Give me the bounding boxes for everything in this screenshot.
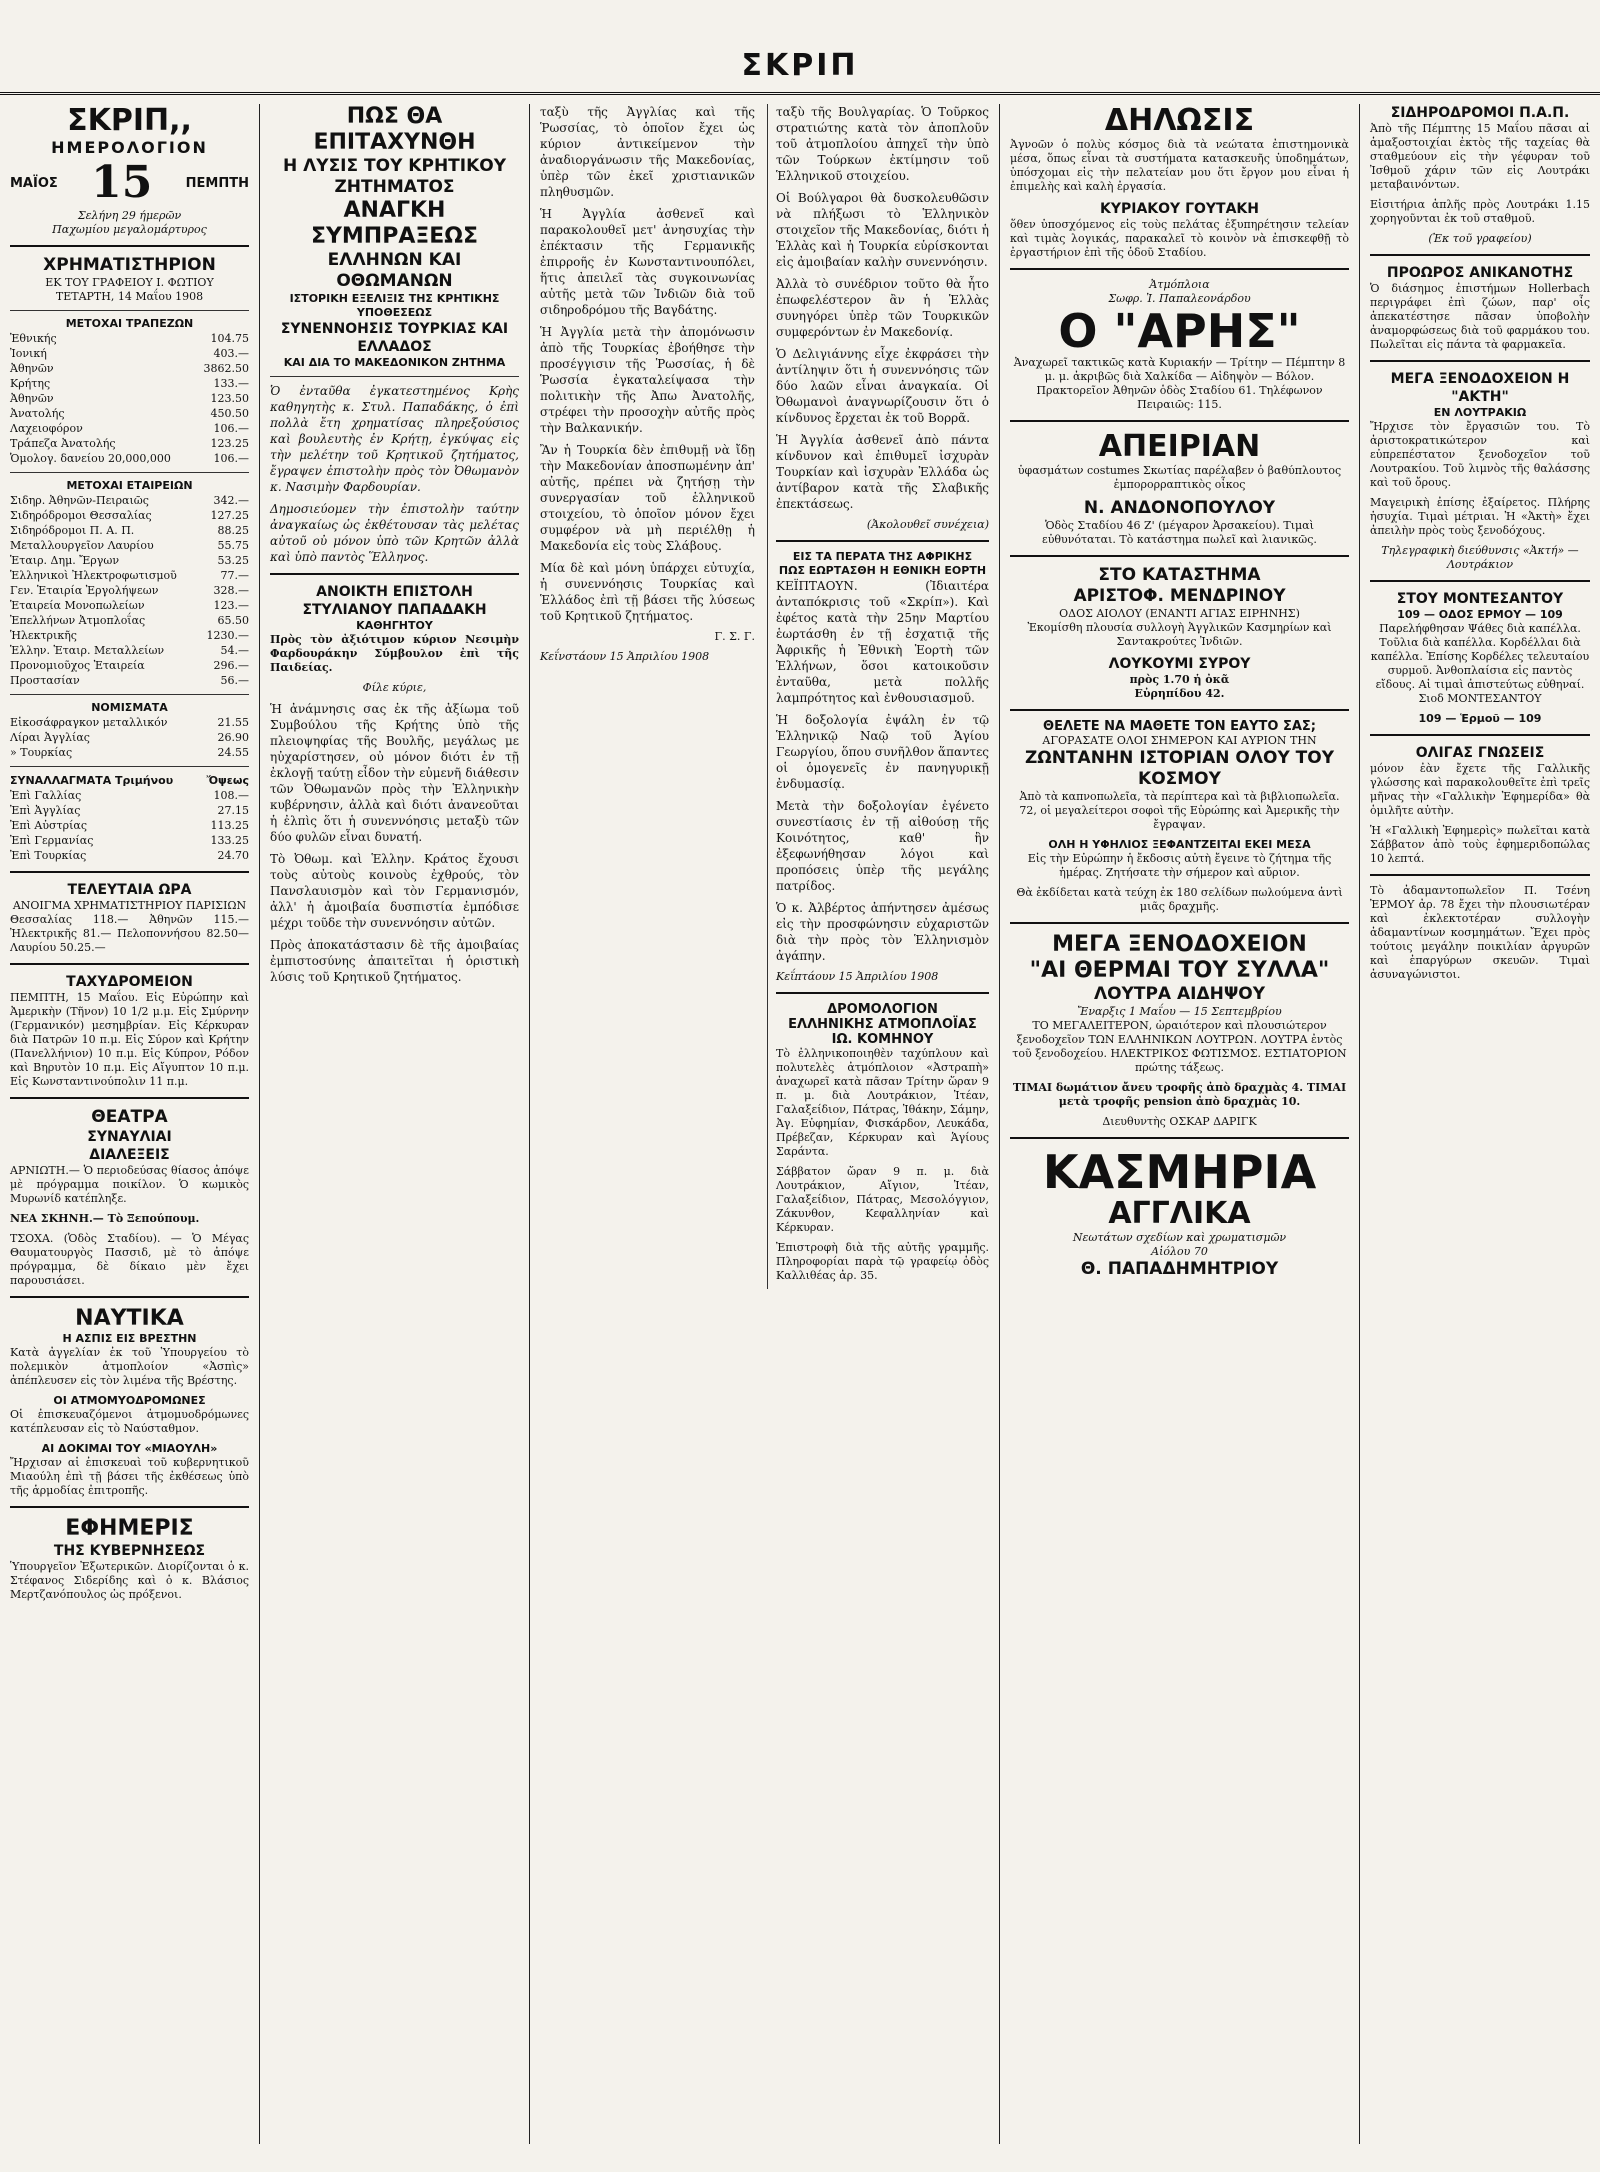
fx-heading-label2: Ὄψεως (206, 774, 249, 787)
middle-right-paragraph-1: ταξὺ τῆς Βουλγαρίας. Ὁ Τοῦρκος στρατιώτης κατὰ τὸν ἀποπλοῦν τοῦ ἀτμοπλοίου ἀπηχεῖ τὴν ὑπὸ τῶν Τούρκων ἐκτίμησιν τοῦ Ἑλληνικοῦ στοιχείου. (775, 105, 989, 183)
gazette-subtitle: ΤΗΣ ΚΥΒΕΡΝΗΣΕΩΣ (53, 1543, 206, 1559)
quote-row (10, 833, 249, 848)
quote-value: 65.50 (217, 614, 249, 627)
middle-right-paragraph-4: Ὁ Δελιγιάννης εἶχε ἐκφράσει τὴν ἀντίληψιν ὅτι ἡ συνεννόησις τῶν δύο λαῶν εἶναι ἀναγκαία. Οἱ Ὀθωμανοὶ ἀναγνωρίζουσιν ὅτι ὁ κίνδυνος ἔρχεται ἐκ τοῦ Βορρᾶ. (775, 347, 989, 425)
divider (1010, 268, 1349, 270)
naval-subtitle-3: ΑΙ ΔΟΚΙΜΑΙ ΤΟΥ «ΜΙΑΟΥΛΗ» (41, 1442, 218, 1455)
fx-heading (10, 773, 249, 788)
middle-right-paragraph-5: Ἡ Ἀγγλία ἀσθενεῖ ἀπὸ πάντα κίνδυνον καὶ ἐπιθυμεῖ ἰσχυρὰν Τουρκίαν καὶ ἰσχυρὰν Ἑλλάδα ὡς ἀντίβαρον κατὰ τῆς Σλαβικῆς ἐπεκτάσεως. (775, 433, 989, 511)
quote-name: Ἡλεκτρικῆς (10, 629, 77, 642)
lead-headline-4: ΕΛΛΗΝΩΝ ΚΑΙ ΟΘΩΜΑΝΩΝ (327, 250, 462, 291)
naval-text-2: Οἱ ἐπισκευαζόμενοι ἀτμομυοδρόμωνες κατέπλευσαν εἰς τὸ Ναύσταθμον. (10, 1408, 249, 1435)
store-item: ΛΟΥΚΟΥΜΙ ΣΥΡΟΥ (1108, 656, 1251, 672)
lectures-title: ΔΙΑΛΕΞΕΙΣ (89, 1147, 170, 1163)
quote-value: 123.25 (210, 437, 249, 450)
apeirian-text: ὑφασμάτων costumes Σκωτίας παρέλαβεν ὁ βαθύπλουτος ἐμπορορραπτικὸς οἶκος (1017, 464, 1342, 491)
quote-row (10, 788, 249, 803)
gazette-text: Ὑπουργεῖον Ἐξωτερικῶν. Διορίζονται ὁ κ. Στέφανος Σιδερίδης καὶ ὁ κ. Βλάσιος Μερτζανόπουλος ὡς πρόξενοι. (10, 1560, 249, 1601)
calendar-month: ΜΑΪΟΣ (10, 175, 58, 191)
prod-heading: ΠΡΟΩΡΟΣ ΑΝΙΚΑΝΟΤΗΣ (1386, 265, 1574, 281)
self-heading: ΘΕΛΕΤΕ ΝΑ ΜΑΘΕΤΕ ΤΟΝ ΕΑΥΤΟ ΣΑΣ; (1043, 719, 1316, 734)
quote-name: Ἀθηνῶν (10, 362, 54, 375)
quote-value: 133.25 (210, 834, 249, 847)
quote-row (10, 421, 249, 436)
quote-row (10, 376, 249, 391)
calendar-saint: Παχωμίου μεγαλομάρτυρος (52, 223, 207, 236)
rail-heading: ΣΙΔΗΡΟΔΡΟΜΟΙ Π.Α.Π. (1390, 105, 1570, 121)
history-text-2: Εἰς τὴν Εὐρώπην ἡ ἔκδοσις αὐτὴ ἔγεινε τὸ ζήτημα τῆς ἡμέρας. Ζητήσατε τὴν σήμερον καὶ αὔριον. (1027, 852, 1332, 879)
divider (1010, 709, 1349, 711)
quote-value: 24.70 (217, 849, 249, 862)
quote-name: Ἐπελλήνων Ἀτμοπλοΐας (10, 614, 146, 627)
quote-row (10, 361, 249, 376)
aris-owner: Σωφρ. Ἰ. Παπαλεονάρδου (1108, 292, 1251, 305)
quote-row (10, 508, 249, 523)
africa-paragraph-4: Ὁ κ. Ἀλβέρτος ἀπήντησεν ἀμέσως εἰς τὴν προσφώνησιν εὐχαριστῶν διὰ τὴν πρὸς τὸν Ἑλληνισμὸν ἀγάπην. (775, 901, 989, 963)
quote-name: Ἑταιρ. Δημ. Ἔργων (10, 554, 120, 567)
divider (10, 766, 249, 767)
kasmiria-text: Νεωτάτων σχεδίων καὶ χρωματισμῶν (1072, 1231, 1287, 1244)
kasmiria-address: Αἰόλου 70 (1151, 1245, 1208, 1258)
middle-paragraph-5: Μία δὲ καὶ μόνη ὑπάρχει εὐτυχία, ἡ συνεννόησις Τουρκίας καὶ Ἑλλάδος ἐπὶ τῇ βάσει τῆς λύσεως τοῦ Κρητικοῦ ζητήματος. (540, 561, 755, 623)
divider (10, 1506, 249, 1508)
lead-paragraph-2: Δημοσιεύομεν τὴν ἐπιστολὴν ταύτην ἀναγκαίως ὡς ἐκθέτουσαν τὰς μελέτας αὐτοῦ οὐ μόνον ὑπὸ τῶν Κρητῶν ἀλλὰ καὶ ὑπὸ παντὸς Ἕλληνος. (270, 502, 519, 564)
divider (270, 573, 519, 575)
shipping-paragraph-1: Τὸ ἐλληνικοποιηθὲν ταχύπλουν καὶ πολυτελὲς ἀτμόπλοιον «Ἀστραπὴ» ἀναχωρεῖ κατὰ πᾶσαν Τρίτην ὥραν 9 π. μ. διὰ Λουτράκιον, Ἰτέαν, Γαλαξείδιον, Πάτρας, Ἰθάκην, Σάμην, Ἀγ. Εὐφημίαν, Φισκάρδον, Λευκάδα, Πρέβεζαν, Κέρκυραν καὶ Ἁγίους Σαράντα. (775, 1047, 989, 1158)
divider (10, 1097, 249, 1099)
concerts-title: ΣΥΝΑΥΛΙΑΙ (87, 1129, 172, 1145)
calendar-date (10, 157, 249, 208)
theatre-text: ΑΡΝΙΩΤΗ.— Ὁ περιοδεύσας θίασος ἀπόψε μὲ πρόγραμμα ποικίλον. Ὁ κωμικὸς Μυρωνίδ κατέπληξε. (10, 1164, 249, 1205)
divider (270, 376, 519, 377)
coins-list (10, 715, 249, 760)
lead-headline-5: ΙΣΤΟΡΙΚΗ ΕΞΕΛΙΞΙΣ ΤΗΣ ΚΡΗΤΙΚΗΣ ΥΠΟΘΕΣΕΩΣ (289, 292, 500, 319)
new-scene-text: ΝΕΑ ΣΚΗΝΗ.— Τὸ Ξεπούπουμ. (10, 1212, 200, 1225)
history-text: Ἀπὸ τὰ καπνοπωλεῖα, τὰ περίπτερα καὶ τὰ βιβλιοπωλεῖα. 72, οἱ μεγαλείτεροι σοφοὶ τῆς Εὐρώπης καὶ Ἀμερικῆς τὴν ἔγραψαν. (1019, 790, 1340, 831)
last-hour-title: ΤΕΛΕΥΤΑΙΑ ΩΡΑ (67, 882, 192, 898)
lead-headline-3: ΑΝΑΓΚΗ ΣΥΜΠΡΑΞΕΩΣ (310, 198, 479, 249)
naval-text-3: Ἤρχισαν αἱ ἐπισκευαὶ τοῦ κυβερνητικοῦ Μιαούλη ἐπὶ τῇ βάσει τῆς ἐκθέσεως ὑπὸ τῆς ἁρμοδίας ἐπιτροπῆς. (10, 1456, 249, 1497)
syllas-prices: ΤΙΜΑΙ δωμάτιον ἄνευ τροφῆς ἀπὸ δραχμὰς 4. ΤΙΜΑΙ μετὰ τροφῆς pension ἀπὸ δραχμὰς 10. (1012, 1081, 1347, 1108)
divider (10, 472, 249, 473)
dilosis-text: Ἀγνοῶν ὁ πολὺς κόσμος διὰ τὰ νεώτατα ἐπιστημονικὰ μέσα, ὅπως εἶναι τὰ συστήματα κατασκευῆς ὑποδημάτων, ὑπόσχομαι εἰς τὴν πελατείαν μου ὅτι ἔργον μου εἶναι ἡ ἐπιμελὴς καὶ καλὴ ἐργασία. (1010, 138, 1349, 193)
shipping-paragraph-2: Σάββατον ὥραν 9 π. μ. διὰ Λουτράκιον, Αἴγιον, Ἰτέαν, Γαλαξείδιον, Πάτρας, Μεσολόγγιον, Ζάκυνθον, Κεφαλληνίαν καὶ Κέρκυραν. (775, 1165, 989, 1234)
calendar-weekday: ΠΕΜΠΤΗ (185, 175, 249, 191)
store-address: ΟΔΟΣ ΑΙΟΛΟΥ (ΕΝΑΝΤΙ ΑΓΙΑΣ ΕΙΡΗΝΗΣ) (1059, 607, 1300, 620)
quote-value: 403.— (213, 347, 249, 360)
aris-pretitle: Ἀτμόπλοια (1149, 278, 1210, 291)
tsoxa-text: ΤΣΟΧΑ. (Ὁδὸς Σταδίου). — Ὁ Μέγας Θαυματουργὸς Πασσιδ, μὲ τὸ ἀπόψε πρόγραμμα, δὲ δίκαιο μὲν ἔχει παρουσιάσει. (10, 1232, 249, 1287)
last-hour-text: Θεσσαλίας 118.— Ἀθηνῶν 115.— Ἠλεκτρικῆς 81.— Πελοποννήσου 82.50— Λαυρίου 50.25.— (10, 913, 249, 954)
quote-row (10, 436, 249, 451)
syllas-season: Ἔναρξις 1 Μαΐου — 15 Σεπτεμβρίου (1077, 1005, 1282, 1018)
quote-row (10, 643, 249, 658)
quote-value: 113.25 (210, 819, 249, 832)
quote-value: 54.— (220, 644, 249, 657)
divider (1370, 254, 1590, 256)
mont-address-2: 109 — Ἑρμοῦ — 109 (1418, 712, 1542, 725)
middle-paragraph-3: Ἡ Ἀγγλία μετὰ τὴν ἀπομόνωσιν ἀπὸ τῆς Τουρκίας ἐβοήθησε τὴν προσέγγισιν τῆς Ῥωσσίας, ἡ δὲ Ῥωσσία ἐγκαταλείψασα τὴν πολιτικὴν τῆς Ἀπω Ἀνατολῆς, στρέφει τὴν προσοχὴν αὐτῆς πρὸς τὴν Βαλκανικήν. (540, 325, 755, 435)
shipping-heading: ΔΡΟΜΟΛΟΓΙΟΝ (827, 1002, 938, 1017)
masthead (0, 40, 1600, 95)
middle-signature: Γ. Σ. Γ. (714, 630, 755, 643)
middle-split (540, 104, 989, 1289)
prod-text: Ὁ διάσημος ἐπιστήμων Hollerbach περιγράφει ἐπὶ ζώων, παρ' οἷς ἀπεκατέστησε πᾶσαν ὑποβολὴν ἀναμορφώσεως διὰ τοῦ φαρμάκου του. Πωλεῖται εἰς πάντα τὰ φαρμακεῖα. (1370, 282, 1590, 351)
syllas-name: "ΑΙ ΘΕΡΜΑΙ ΤΟΥ ΣΥΛΛΑ" (1029, 958, 1330, 983)
akti-heading: ΜΕΓΑ ΞΕΝΟΔΟΧΕΙΟΝ Η "ΑΚΤΗ" (1390, 371, 1570, 405)
quote-name: Ἰονική (10, 347, 47, 360)
quote-value: 21.55 (217, 716, 249, 729)
quote-name: Ἀθηνῶν (10, 392, 54, 405)
naval-text-1: Κατὰ ἀγγελίαν ἐκ τοῦ Ὑπουργείου τὸ πολεμικὸν ἀτμοπλοίον «Ἀσπὶς» ἀπέπλευσεν εἰς τὸν λιμένα τῆς Βρέστης. (10, 1346, 249, 1387)
fx-heading-label: ΣΥΝΑΛΛΑΓΜΑΤΑ Τριμήνου (10, 774, 174, 787)
africa-heading: ΕΙΣ ΤΑ ΠΕΡΑΤΑ ΤΗΣ ΑΦΡΙΚΗΣ (792, 550, 973, 563)
kasmiria-owner: Θ. ΠΑΠΑΔΗΜΗΤΡΙΟΥ (1080, 1259, 1279, 1279)
quote-value: 106.— (213, 452, 249, 465)
quote-value: 3862.50 (203, 362, 249, 375)
shipping-paragraph-3: Ἐπιστροφὴ διὰ τῆς αὐτῆς γραμμῆς. Πληροφορίαι παρὰ τῷ γραφείῳ ὁδὸς Καλλιθέας ἀρ. 35. (775, 1241, 989, 1282)
quote-value: 133.— (213, 377, 249, 390)
companies-list (10, 493, 249, 688)
quote-name: Λίραι Ἀγγλίας (10, 731, 90, 744)
goutaki-text: ὅθεν ὑποσχόμενος εἰς τοὺς πελάτας ἐξυπηρέτησιν τελείαν καὶ τιμὰς λογικάς, παρακαλεῖ τὸ κοινὸν νὰ ἐπισκεφθῇ τὸ ἐργαστήριον ἐπὶ τῆς ὁδοῦ Σταδίου. (1010, 218, 1349, 259)
quote-name: Ἑταιρεία Μονοπωλείων (10, 599, 145, 612)
quote-value: 127.25 (210, 509, 249, 522)
quote-row (10, 848, 249, 863)
quote-name: Τράπεζα Ἀνατολής (10, 437, 116, 450)
mont-address: 109 — ΟΔΟΣ ΕΡΜΟΥ — 109 (1397, 608, 1563, 621)
quote-row (10, 803, 249, 818)
andonopoulou-text: Ὁδὸς Σταδίου 46 Ζ' (μέγαρον Ἀρσακείου). Τιμαὶ εὐθυνόταται. Τὸ κατάστημα πωλεῖ καὶ λιανικῶς. (1042, 519, 1317, 546)
divider (10, 963, 249, 965)
calendar-day: 15 (91, 157, 153, 208)
quote-name: Γεν. Ἑταιρία Ἐργολήψεων (10, 584, 159, 597)
history-text-3: Θὰ ἐκδίδεται κατὰ τεύχη ἐκ 180 σελίδων πωλούμενα ἀντὶ μιᾶς δραχμῆς. (1016, 886, 1343, 913)
naval-title: ΝΑΥΤΙΚΑ (75, 1306, 184, 1331)
column-middle (530, 104, 1000, 2144)
post-text: ΠΕΜΠΤΗ, 15 Μαΐου. Εἰς Εὐρώπην καὶ Ἀμερικὴν (Τῆνον) 10 1/2 μ.μ. Εἰς Σμύρνην (Γερμανικόν) μεσημβρίαν. Εἰς Κέρκυραν διὰ Πατρῶν 10 π.μ. Εἰς Σύρον καὶ Κρήτην (Πανελλήνιον) 10 π.μ. Εἰς Κύπρον, Ρόδον καὶ Βηρυτὸν 10 π.μ. Εἰς Αἴγυπτον 10 π.μ. Εἰς Κωνσταντινούπολιν 11 π.μ. (10, 991, 249, 1088)
quote-name: » Τουρκίας (10, 746, 73, 759)
gazette-title: ΕΦΗΜΕΡΙΣ (65, 1516, 194, 1541)
quote-value: 106.— (213, 422, 249, 435)
quote-name: Σιδηρόδρομοι Θεσσαλίας (10, 509, 152, 522)
middle-continued: (Ἀκολουθεῖ συνέχεια) (866, 518, 989, 531)
quote-name: Ἑλλην. Ἑταιρ. Μεταλλείων (10, 644, 165, 657)
lead-headline-1: ΠΩΣ ΘΑ ΕΠΙΤΑΧΥΝΘΗ (313, 104, 476, 155)
buy-line: ΑΓΟΡΑΣΑΤΕ ΟΛΟΙ ΣΗΜΕΡΟΝ ΚΑΙ ΑΥΡΙΟΝ ΤΗΝ (1042, 734, 1317, 747)
companies-heading: ΜΕΤΟΧΑΙ ΕΤΑΙΡΕΙΩΝ (66, 479, 193, 492)
quote-name: Κρήτης (10, 377, 51, 390)
quote-value: 108.— (213, 789, 249, 802)
quote-row (10, 523, 249, 538)
letter-recipient: Πρὸς τὸν ἀξιότιμον κύριον Νεσιμὴν Φαρδουράκην Σύμβουλον ἐπὶ τῆς Παιδείας. (270, 633, 519, 674)
andonopoulou-name: Ν. ΑΝΔΟΝΟΠΟΥΛΟΥ (1083, 498, 1276, 518)
quote-row (10, 673, 249, 688)
banks-list (10, 331, 249, 466)
quote-row (10, 553, 249, 568)
quote-value: 123.50 (210, 392, 249, 405)
middle-left (540, 104, 755, 1289)
divider (10, 871, 249, 873)
quote-row (10, 538, 249, 553)
letter-role: ΚΑΘΗΓΗΤΟΥ (356, 619, 433, 632)
divider (1370, 734, 1590, 736)
lead-headline-7: ΚΑΙ ΔΙΑ ΤΟ ΜΑΚΕΔΟΝΙΚΟΝ ΖΗΤΗΜΑ (283, 356, 506, 369)
banks-heading: ΜΕΤΟΧΑΙ ΤΡΑΠΕΖΩΝ (65, 317, 194, 330)
lead-headline-2: Η ΛΥΣΙΣ ΤΟΥ ΚΡΗΤΙΚΟΥ ΖΗΤΗΜΑΤΟΣ (282, 156, 507, 197)
divider (776, 540, 989, 542)
store-price-2: Εὐρηπίδου 42. (1134, 687, 1225, 700)
middle-paragraph-1: ταξὺ τῆς Ἀγγλίας καὶ τῆς Ῥωσσίας, τὸ ὁποῖον ἔχει ὡς κύριον ἀντικείμενον τὴν ἀναδιοργάνωσιν τῆς Μακεδονίας, ὑπὲρ τῶν ἐκεῖ χριστιανικῶν πληθυσμῶν. (540, 105, 755, 199)
naval-subtitle-2: ΟΙ ΑΤΜΟΜΥΟΔΡΟΜΩΝΕΣ (53, 1394, 206, 1407)
ligas-text: μόνον ἐὰν ἔχετε τῆς Γαλλικῆς γλώσσης καὶ παρακολουθεῖτε ἐπὶ τρεῖς μῆνας τὴν «Γαλλικὴν Ἐφημερίδα» θὰ ὁμιλῆτε αὐτὴν. (1370, 762, 1590, 817)
bourse-subtitle: ΕΚ ΤΟΥ ΓΡΑΦΕΙΟΥ Ι. ΦΩΤΙΟΥ (45, 276, 214, 289)
post-title: ΤΑΧΥΔΡΟΜΕΙΟΝ (66, 974, 193, 990)
lead-paragraph-1: Ὁ ἐνταῦθα ἐγκατεστημένος Κρὴς καθηγητὴς κ. Στυλ. Παπαδάκης, ὁ ἐπὶ πολλὰ ἔτη χρηματίσας πληρεξούσιος καὶ βουλευτὴς ἐν Κρήτῃ, ἐγκύψας εἰς τὴν μελέτην τοῦ Κρητικοῦ ζητήματος, ἔγραψεν ἐπιστολὴν πρὸς τὸν Ὀθωμανὸν κ. Νασιμὴν Φαρδουρίαν. (270, 384, 519, 494)
quote-value: 53.25 (217, 554, 249, 567)
quote-value: 342.— (213, 494, 249, 507)
quote-row (10, 658, 249, 673)
quote-row (10, 818, 249, 833)
quote-value: 88.25 (217, 524, 249, 537)
quote-name: Σιδηρόδρομοι Π. Α. Π. (10, 524, 135, 537)
quote-name: Ὁμολογ. δανείου 20,000,000 (10, 452, 171, 465)
quote-name: Ἐθνικής (10, 332, 57, 345)
divider (1010, 555, 1349, 557)
calendar-moon: Σελήνη 29 ήμερῶν (77, 209, 182, 222)
quote-name: Προστασίαν (10, 674, 80, 687)
quote-row (10, 583, 249, 598)
quote-name: Λαχειοφόρον (10, 422, 83, 435)
quote-name: Σιδηρ. Ἀθηνῶν-Πειραιῶς (10, 494, 149, 507)
column-ads-right (1360, 104, 1600, 2144)
column-ads-main (1000, 104, 1360, 2144)
naval-subtitle-1: Η ΑΣΠΙΣ ΕΙΣ ΒΡΕΣΤΗΝ (62, 1332, 197, 1345)
lead-headline-6: ΣΥΝΕΝΝΟΗΣΙΣ ΤΟΥΡΚΙΑΣ ΚΑΙ ΕΛΛΑΔΟΣ (280, 321, 509, 355)
store-text: Ἐκομίσθη πλουσία συλλογὴ Ἀγγλικῶν Κασμηρίων καὶ Σαντακρούτες Ἰνδιῶν. (1027, 621, 1332, 648)
letter-paragraph-1: Ἡ ἀνάμνησις σας ἐκ τῆς ἀξίωμα τοῦ Συμβούλου τῆς Κρήτης ὑπὸ τῆς πλειοψηφίας τῆς Βουλῆς, μεγάλως με ηὐχαρίστησεν, οὐ μόνον διότι ἐν τῇ ἐκλογῇ ταύτῃ εἶδον τὴν εὐμενῆ διάθεσιν τῶν Ὀθωμανῶν πρὸς τὴν Ἑλληνικὴν κυβέρνησιν, ἀλλὰ καὶ διότι ἀνανεοῦται ἡ ἐλπὶς ὅτι ἡ συνεννόησις μεταξὺ τῶν δύο φυλῶν εἶναι δυνατή. (270, 702, 519, 844)
syllas-director: Διευθυντὴς ΟΣΚΑΡ ΔΑΡΙΓΚ (1102, 1115, 1257, 1128)
quote-name: Ἐπὶ Τουρκίας (10, 849, 87, 862)
quote-name: Ἐπὶ Ἀγγλίας (10, 804, 81, 817)
quote-value: 27.15 (217, 804, 249, 817)
middle-right-paragraph-2: Οἱ Βούλγαροι θὰ δυσκολευθῶσιν νὰ πλήξωσι τὸ Ἑλληνικὸν στοιχεῖον τῆς Μακεδονίας, διότι ἡ Ἑλλὰς καὶ ἡ Τουρκία εὑρίσκονται εἰς ἀμοιβαίαν καλὴν συνεννόησιν. (775, 191, 989, 269)
quote-name: Προνομιοῦχος Ἑταιρεία (10, 659, 145, 672)
quote-value: 1230.— (206, 629, 249, 642)
africa-subheading: ΠΩΣ ΕΩΡΤΑΣΘΗ Η ΕΘΝΙΚΗ ΕΟΡΤΗ (778, 564, 987, 577)
letter-author: ΣΤΥΛΙΑΝΟΥ ΠΑΠΑΔΑΚΗ (302, 602, 487, 618)
africa-paragraph-3: Μετὰ τὴν δοξολογίαν ἐγένετο συνεστίασις ἐν τῇ αἰθούσῃ τῆς Κοινότητος, καθ' ἣν ἐξεφωνήθησαν λόγοι καὶ προπόσεις ὑπὲρ τῆς μεγάλης πατρίδος. (775, 799, 989, 893)
quote-name: Ἀνατολής (10, 407, 65, 420)
divider (1010, 420, 1349, 422)
divider (1370, 874, 1590, 876)
ligas-text-2: Ἡ «Γαλλικὴ Ἐφημερὶς» πωλεῖται κατὰ Σάββατον ἀπὸ τοὺς ἐφημεριδοπώλας 10 λεπτά. (1370, 824, 1590, 865)
quote-value: 296.— (213, 659, 249, 672)
middle-right-paragraph-3: Ἀλλὰ τὸ συνέδριον τοῦτο θὰ ἦτο ἐπωφελέστερον ἂν ἡ Ἑλλὰς συνηγόρει ὑπὲρ τῶν Τουρκικῶν συμφερόντων ἐν Μακεδονίᾳ. (775, 277, 989, 339)
divider (10, 245, 249, 247)
theatre-title: ΘΕΑΤΡΑ (91, 1107, 168, 1127)
quote-row (10, 715, 249, 730)
quote-row (10, 628, 249, 643)
rail-text: Ἀπὸ τῆς Πέμπτης 15 Μαΐου πᾶσαι αἱ ἁμαξοστοιχίαι ἐκτὸς τῆς ταχείας θὰ σταθμεύουν εἰς τὴν γέφυραν τοῦ Ἰσθμοῦ χάριν τῶν εἰς Λουτράκι μεταβαινόντων. (1370, 122, 1590, 191)
store-heading: ΣΤΟ ΚΑΤΑΣΤΗΜΑ (1098, 565, 1261, 585)
mont-heading: ΣΤΟΥ ΜΟΝΤΕΣΑΝΤΟΥ (1396, 591, 1564, 607)
divider (1010, 1137, 1349, 1139)
akti-signature: Τηλεγραφικὴ διεύθυνσις «Ἀκτή» — Λουτράκιον (1381, 544, 1579, 571)
africa-signature: Κεΐπτάουν 15 Ἀπριλίου 1908 (775, 970, 939, 983)
middle-right (767, 104, 989, 1289)
syllas-heading: ΜΕΓΑ ΞΕΝΟΔΟΧΕΙΟΝ (1052, 932, 1307, 957)
dilosis-title: ΔΗΛΩΣΙΣ (1104, 104, 1255, 138)
quote-row (10, 406, 249, 421)
goutaki-name: ΚΥΡΙΑΚΟΥ ΓΟΥΤΑΚΗ (1100, 201, 1259, 217)
quote-value: 328.— (213, 584, 249, 597)
column-lead-article (260, 104, 530, 2144)
ligas-heading: ΟΛΙΓΑΣ ΓΝΩΣΕΙΣ (1415, 745, 1545, 761)
letter-greeting: Φίλε κύριε, (362, 681, 427, 694)
mont-items: Παρελήφθησαν Ψάθες διὰ καπέλλα. Τοῦλια διὰ καπέλλα. Κορδέλλαι διὰ καπέλλα. Ἐπίσης Κορδέλες τελευταίου συρμοῦ. Ἀνθοπλαίσια εἰς παντὸς εἴδους. Αἱ τιμαὶ ἀπιστεύτως εὐθηναί. Σιοδ ΜΟΝΤΕΣΑΝΤΟΥ (1370, 622, 1590, 705)
middle-paragraph-2: Ἡ Ἀγγλία ἀσθενεῖ καὶ παρακολουθεῖ μετ' ἀνησυχίας τὴν ἐπέκτασιν τῆς Γερμανικῆς ἐπιρροῆς ἐν Κωνσταντινουπόλει, ἥτις ἀπειλεῖ τὰς συγκοινωνίας αὐτῆς μετὰ τῶν Ἰνδιῶν διὰ τοῦ σιδηροδρόμου τῆς Βαγδάτης. (540, 207, 755, 317)
shipping-subheading: ΕΛΛΗΝΙΚΗΣ ΑΤΜΟΠΛΟΪΑΣ (788, 1017, 977, 1032)
quote-row (10, 568, 249, 583)
divider (10, 694, 249, 695)
aris-title: Ο "ΑΡΗΣ" (1058, 304, 1301, 358)
store-name: ΑΡΙΣΤΟΦ. ΜΕΝΔΡΙΝΟΥ (1073, 586, 1286, 606)
masthead-title: ΣΚΡΙΠ (741, 48, 859, 83)
syllas-place: ΛΟΥΤΡΑ ΑΙΔΗΨΟΥ (1093, 984, 1266, 1004)
history-line: ΟΛΗ Η ΥΦΗΛΙΟΣ ΞΕΦΑΝΤΖΕΙΤΑΙ ΕΚΕΙ ΜΕΣΑ (1048, 838, 1311, 851)
quote-name: Ἐπὶ Γερμανίας (10, 834, 94, 847)
shipping-company: ΙΩ. ΚΟΜΗΝΟΥ (831, 1032, 934, 1047)
divider (10, 310, 249, 311)
bourse-title: ΧΡΗΜΑΤΙΣΤΗΡΙΟΝ (43, 255, 216, 275)
africa-paragraph-1: ΚΕΪΠΤΑΟΥΝ. (Ἰδιαιτέρα ἀνταπόκρισις τοῦ «Σκρίπ»). Καὶ ἐφέτος κατὰ τὴν 25ην Μαρτίου ἑωρτάσθη ἐν τῇ ἐσχατιᾷ τῆς Ἀφρικῆς ἡ Ἐθνικὴ Ἑορτὴ τῶν Ἑλλήνων, ὅσοι κατοικοῦσιν ἐνταῦθα, μετὰ πολλῆς λαμπρότητος καὶ ἐνθουσιασμοῦ. (775, 579, 989, 705)
quote-value: 56.— (220, 674, 249, 687)
newspaper-logo: ΣΚΡΙΠ,, (67, 104, 192, 138)
quote-value: 450.50 (210, 407, 249, 420)
quote-value: 55.75 (217, 539, 249, 552)
store-price: πρὸς 1.70 ἡ ὀκᾶ (1129, 673, 1230, 686)
quote-row (10, 613, 249, 628)
quote-row (10, 745, 249, 760)
divider (776, 992, 989, 994)
quote-row (10, 730, 249, 745)
quote-value: 104.75 (210, 332, 249, 345)
quote-row (10, 331, 249, 346)
column-left (0, 104, 260, 2144)
letter-paragraph-3: Πρὸς ἀποκατάστασιν δὲ τῆς ἀμοιβαίας ἐμπιστοσύνης ἀπαιτεῖται ἡ ὁριστικὴ λύσις τοῦ Κρητικοῦ ζητήματος. (270, 938, 519, 984)
africa-paragraph-2: Ἡ δοξολογία ἐψάλη ἐν τῷ Ἑλληνικῷ Ναῷ τοῦ Ἁγίου Γεωργίου, ὅπου συνῆλθον ἅπαντες οἱ ὁμογενεῖς ἐν πανηγυρικῇ ἐνδυμασίᾳ. (775, 713, 989, 791)
aris-text: Ἀναχωρεῖ τακτικῶς κατὰ Κυριακήν — Τρίτην — Πέμπτην 8 μ. μ. ἀκριβῶς διὰ Χαλκίδα — Αἰδηψὸν — Βόλον. Πρακτορεῖον Ἀθηνῶν ὁδὸς Σταδίου 61. Τηλέφωνον Πειραιῶς: 115. (1013, 356, 1346, 411)
kasmiria-title: ΚΑΣΜΗΡΙΑ (1042, 1145, 1317, 1199)
bourse-date: ΤΕΤΑΡΤΗ, 14 Μαΐου 1908 (55, 290, 204, 303)
divider (1370, 360, 1590, 362)
syllas-text: ΤΟ ΜΕΓΑΛΕΙΤΕΡΟΝ, ὡραιότερον καὶ πλουσιώτερον ξενοδοχεῖον ΤΩΝ ΕΛΛΗΝΙΚΩΝ ΛΟΥΤΡΩΝ. ΛΟΥΤΡΑ ἐντὸς τοῦ ξενοδοχείου. ΗΛΕΚΤΡΙΚΟΣ ΦΩΤΙΣΜΟΣ. ΕΣΤΙΑΤΟΡΙΟΝ πρώτης τάξεως. (1012, 1019, 1347, 1074)
coins-heading: ΝΟΜΙΣΜΑΤΑ (91, 701, 168, 714)
quote-row (10, 346, 249, 361)
quote-row (10, 451, 249, 466)
akti-place: ΕΝ ΛΟΥΤΡΑΚΙΩ (1433, 406, 1527, 419)
calendar-label: ΗΜΕΡΟΛΟΓΙΟΝ (51, 138, 208, 157)
divider (10, 1296, 249, 1298)
anglika-title: ΑΓΓΛΙΚΑ (1108, 1196, 1251, 1231)
fx-list (10, 788, 249, 863)
quote-name: Εἰκοσάφραγκον μεταλλικόν (10, 716, 168, 729)
quote-value: 24.55 (217, 746, 249, 759)
quote-value: 123.— (213, 599, 249, 612)
divider (1010, 922, 1349, 924)
quote-value: 26.90 (217, 731, 249, 744)
divider (1370, 580, 1590, 582)
akti-text-2: Μαγειρικὴ ἐπίσης ἐξαίρετος. Πλήρης ἡσυχία. Τιμαὶ μέτριαι. Ἡ «Ἀκτὴ» ἔχει ἀπειλὴν πρὸς τοὺς ξενοδόχους. (1370, 496, 1590, 537)
quote-name: Ἐπὶ Αὐστρίας (10, 819, 88, 832)
rail-signature: (Ἐκ τοῦ γραφείου) (1428, 232, 1532, 245)
quote-row (10, 598, 249, 613)
quote-value: 77.— (220, 569, 249, 582)
middle-date: Κεΐνστάουν 15 Ἀπριλίου 1908 (540, 650, 710, 663)
quote-name: Ἐπὶ Γαλλίας (10, 789, 82, 802)
quote-row (10, 391, 249, 406)
letter-paragraph-2: Τὸ Ὀθωμ. καὶ Ἑλλην. Κράτος ἔχουσι τοὺς αὐτοὺς κοινοὺς ἐχθρούς, τὸν Πανσλαυισμὸν καὶ τὸν Γερμανισμόν, ἀλλ' ἡ ἀμοιβαία δυσπιστία ἐμπόδισε μέχρι τοῦδε τὴν συνεννόησιν αὐτῶν. (270, 852, 519, 930)
middle-paragraph-4: Ἂν ἡ Τουρκία δὲν ἐπιθυμῇ νὰ ἴδῃ τὴν Μακεδονίαν ἀποσπωμένην ἀπ' αὐτῆς, πρέπει νὰ ζητήσῃ τὴν συνεργασίαν τοῦ ἑλληνικοῦ στοιχείου, τὸ ὁποῖον μόνον ἔχει συμφέρον νὰ μὴ περιέλθῃ ἡ Μακεδονία εἰς τοὺς Σλάβους. (540, 443, 755, 553)
quote-row (10, 493, 249, 508)
last-hour-subtitle: ΑΝΟΙΓΜΑ ΧΡΗΜΑΤΙΣΤΗΡΙΟΥ ΠΑΡΙΣΙΩΝ (12, 899, 247, 912)
rail-text-2: Εἰσιτήρια ἁπλῆς πρὸς Λουτράκι 1.15 χορηγοῦνται ἐκ τοῦ σταθμοῦ. (1370, 198, 1590, 225)
letter-title: ΑΝΟΙΚΤΗ ΕΠΙΣΤΟΛΗ (316, 584, 473, 600)
apeirian-title: ΑΠΕΙΡΙΑΝ (1098, 429, 1261, 464)
history-title: ΖΩΝΤΑΝΗΝ ΙΣΤΟΡΙΑΝ ΟΛΟΥ ΤΟΥ ΚΟΣΜΟΥ (1024, 748, 1335, 789)
quote-name: Μεταλλουργεῖον Λαυρίου (10, 539, 154, 552)
akti-text: Ἤρχισε τὸν ἔργασιῶν του. Τὸ ἀριστοκρατικώτερον καὶ εὐπρεπέστατον ξενοδοχεῖον τοῦ Λουτρακίου. Τοῦ λιμνὸς τῆς θαλάσσης καὶ τοῦ ὄρους. (1370, 420, 1590, 489)
jeweller-text: Τὸ ἀδαμαντοπωλεῖον Π. Τσένη ἘΡΜΟΥ ἀρ. 78 ἔχει τὴν πλουσιωτέραν καὶ ἐκλεκτοτέραν συλλογὴν ἀδαμαντίνων κοσμημάτων. Ἔχει πρὸς τούτοις μεγάλην ποικιλίαν ἀργυρῶν καὶ ἐπαργύρων σκευῶν. Τιμαὶ ἀσυναγώνιστοι. (1370, 884, 1590, 981)
quote-name: Ἑλληνικοὶ Ἠλεκτροφωτισμοῦ (10, 569, 177, 582)
